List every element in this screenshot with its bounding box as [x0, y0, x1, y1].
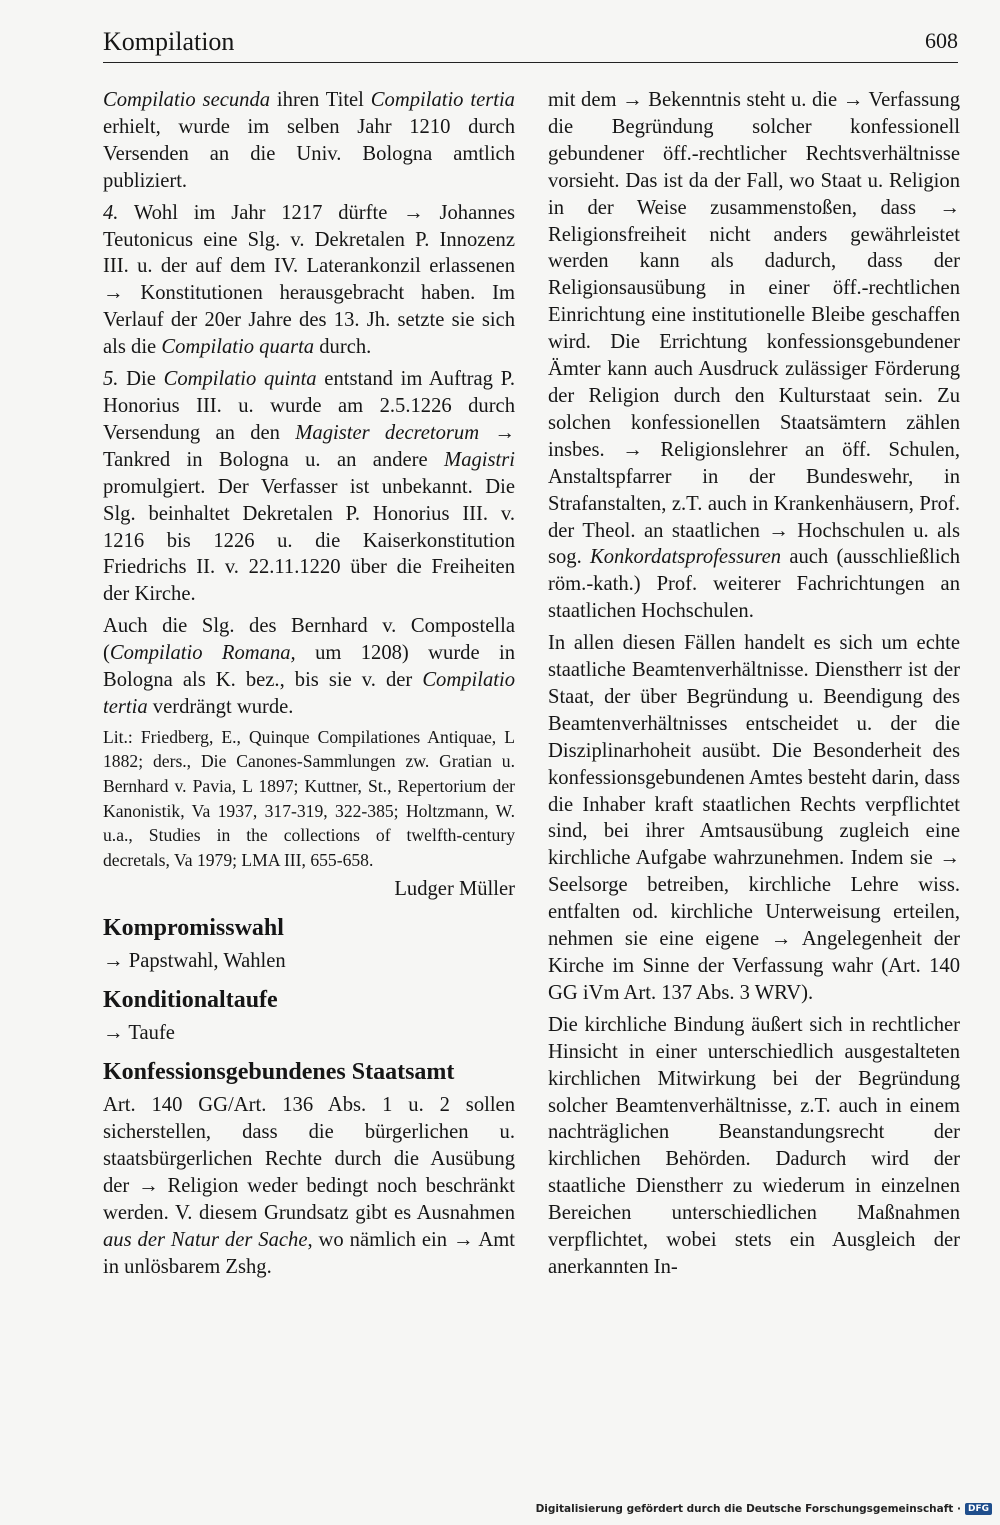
entry-heading: Konditionaltaufe [103, 987, 278, 1014]
entry-heading: Konfessionsgebundenes Staatsamt [103, 1059, 455, 1086]
cross-reference: → Taufe [103, 1022, 175, 1045]
paragraph: Compilatio secunda ihren Titel Compilatio tertia erhielt, wurde im selben Jahr 1210 durch Versenden an die Univ. Bologna amtlich publiziert. [103, 89, 515, 192]
left-column [103, 87, 515, 1280]
paragraph: 4. Wohl im Jahr 1217 dürfte → Johannes Teutonicus eine Slg. v. Dekretalen P. Innozenz III. u. der auf dem IV. Laterankonzil erlassenen → Konstitutionen herausgebracht haben. Im Verlauf der 20er Jahre des 13. Jh. setzte sie sich als die Compilatio quarta durch. [103, 201, 515, 359]
running-title: Kompilation [103, 27, 235, 56]
footer-credit: Digitalisierung gefördert durch die Deutsche Forschungsgemeinschaft · [535, 1503, 961, 1515]
right-column [548, 87, 960, 1281]
literature-list: Lit.: Friedberg, E., Quinque Compilationes Antiquae, L 1882; ders., Die Canones-Sammlungen zw. Gratian u. Bernhard v. Pavia, L 1897; Kuttner, St., Repertorium der Kanonistik, Va 1937, 317-319, 322-385; Holtzmann, W. u.a., Studies in the collections of twelfth-century decretals, Va 1979; LMA III, 655-658. [103, 726, 515, 870]
page-number: 608 [925, 28, 958, 53]
digitization-footer [536, 1503, 992, 1515]
author-name: Ludger Müller [394, 878, 515, 901]
cross-reference: → Papstwahl, Wahlen [103, 950, 286, 973]
paragraph: mit dem → Bekenntnis steht u. die → Verfassung die Begründung solcher konfessionell gebundener öff.-rechtlicher Rechtsverhältnisse vorsieht. Das ist da der Fall, wo Staat u. Religion in der Weise zusammenstoßen, dass → Religionsfreiheit nicht anders gewährleistet werden kann als dadurch, dass der Religionsausübung in einer öff.-rechtlichen Einrichtung eine institutionelle Bleibe geschaffen wird. Die Errichtung konfessionsgebundener Ämter kann auch Ausdruck zulässiger Förderung der Religion durch den Kulturstaat sein. Zu solchen konfessionellen Staatsämtern zählen insbes. → Religionslehrer an öff. Schulen, Anstaltspfarrer in der Bundeswehr, in Strafanstalten, z.T. auch in Krankenhäusern, Prof. der Theol. an staatlichen → Hochschulen u. als sog. Konkordatsprofessuren auch (ausschließlich röm.-kath.) Prof. weiterer Fachrichtungen an staatlichen Hochschulen. [548, 89, 960, 623]
paragraph: Auch die Slg. des Bernhard v. Compostella (Compilatio Romana, um 1208) wurde in Bologna als K. bez., bis sie v. der Compilatio tertia verdrängt wurde. [103, 615, 516, 718]
running-header [103, 20, 958, 63]
dfg-logo-icon: DFG [965, 1503, 992, 1515]
paragraph: In allen diesen Fällen handelt es sich um echte staatliche Beamtenverhältnisse. Dienstherr ist der Staat, der über Begründung u. Beendigung des Beamtenverhältnisses entscheidet u. der die Disziplinarhoheit ausübt. Die Besonderheit des konfessionsgebundenen Amtes besteht darin, dass die Inhaber kraft staatlichen Rechts verpflichtet sind, bei ihrer Amtsausübung zugleich eine kirchliche Aufgabe wahrzunehmen. Indem sie → Seelsorge betreiben, kirchliche Lehre wiss. entfalten od. kirchliche Unterweisung erteilen, nehmen sie eine eigene → Angelegenheit der Kirche im Sinne der Verfassung wahr (Art. 140 GG iVm Art. 137 Abs. 3 WRV). [548, 632, 960, 1004]
entry-heading: Kompromisswahl [103, 915, 284, 942]
paragraph: Die kirchliche Bindung äußert sich in rechtlicher Hinsicht in einer unterschiedlich ausgestalteten kirchlichen Mitwirkung bei der Begründung solcher Beamtenverhältnisse, z.T. auch in einem nachträglichen Beanstandungsrecht der kirchlichen Behörden. Dadurch wird der staatliche Dienstherr zu wiederum in einzelnen Bereichen unterschiedlichen Maßnahmen verpflichtet, wobei stets ein Ausgleich der anerkannten In- [548, 1013, 960, 1278]
paragraph: 5. Die Compilatio quinta entstand im Auftrag P. Honorius III. u. wurde am 2.5.1226 durch Versendung an den Magister decretorum → Tankred in Bologna u. an andere Magistri promulgiert. Der Verfasser ist unbekannt. Die Slg. beinhaltet Dekretalen P. Honorius III. v. 1216 bis 1226 u. die Kaiserkonstitution Friedrichs II. v. 22.11.1220 über die Freiheiten der Kirche. [103, 368, 515, 606]
paragraph: Art. 140 GG/Art. 136 Abs. 1 u. 2 sollen sicherstellen, dass die bürgerlichen u. staatsbürgerlichen Rechte durch die Ausübung der → Religion weder bedingt noch beschränkt werden. V. diesem Grundsatz gibt es Ausnahmen aus der Natur der Sache, wo nämlich ein → Amt in unlösbarem Zshg. [103, 1094, 515, 1278]
